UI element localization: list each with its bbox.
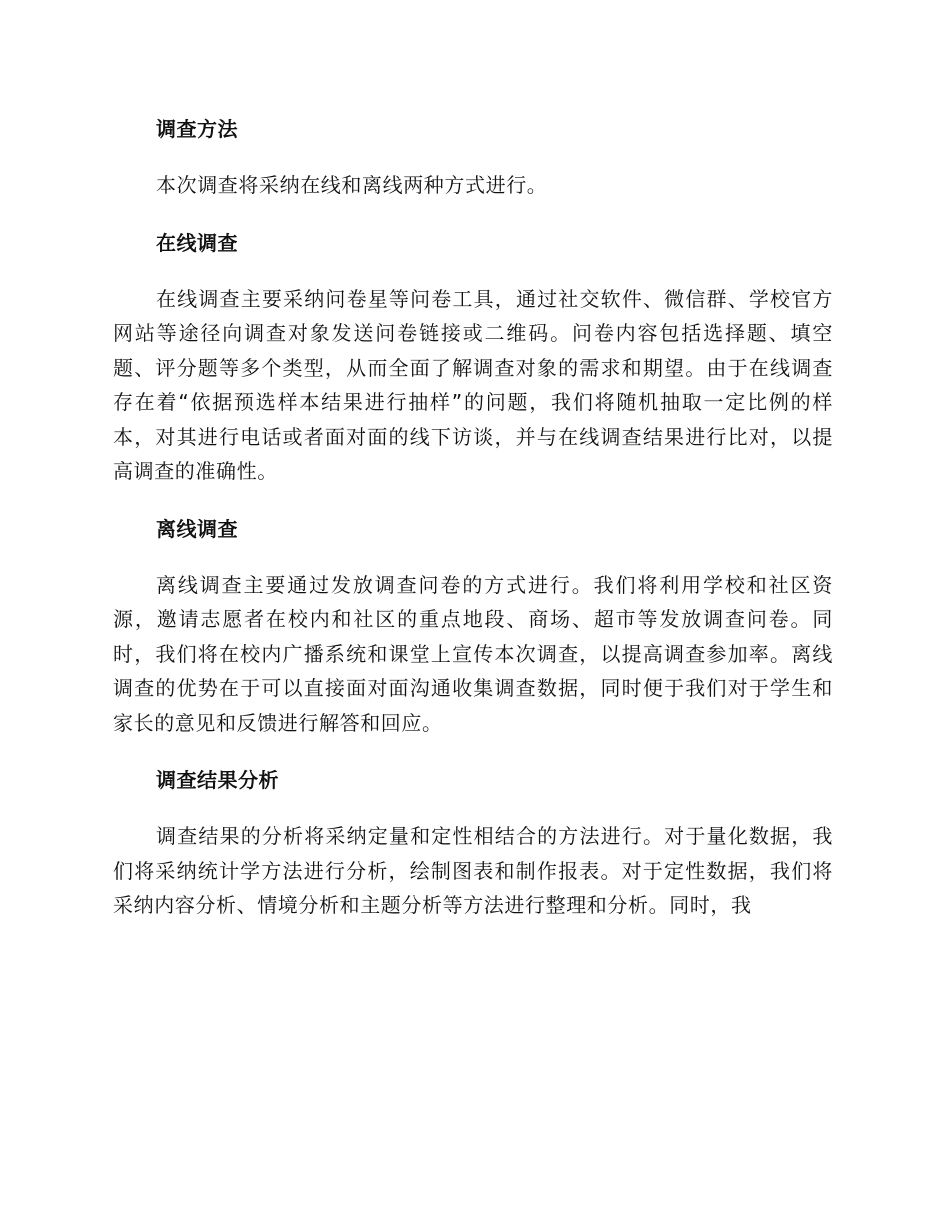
section-paragraph-method: 本次调查将采纳在线和离线两种方式进行。 bbox=[156, 173, 548, 197]
section-heading-offline: 离线调查 bbox=[156, 516, 238, 541]
document-body bbox=[113, 112, 833, 923]
section-paragraph-analysis: 调查结果的分析将采纳定量和定性相结合的方法进行。对于量化数据，我们将采纳统计学方法进行分析，绘制图表和制作报表。对于定性数据，我们将采纳内容分析、情境分析和主题分析等方法进行整理和分析。同时，我 bbox=[113, 824, 833, 917]
section-paragraph-offline: 离线调查主要通过发放调查问卷的方式进行。我们将利用学校和社区资源，邀请志愿者在校内和社区的重点地段、商场、超市等发放调查问卷。同时，我们将在校内广播系统和课堂上宣传本次调查，以提高调查参加率。离线调查的优势在于可以直接面对面沟通收集调查数据，同时便于我们对于学生和家长的意见和反馈进行解答和回应。 bbox=[113, 572, 833, 735]
section-paragraph-online: 在线调查主要采纳问卷星等问卷工具，通过社交软件、微信群、学校官方网站等途径向调查对象发送问卷链接或二维码。问卷内容包括选择题、填空题、评分题等多个类型，从而全面了解调查对象的需求和期望。由于在线调查存在着“依据预选样本结果进行抽样”的问题，我们将随机抽取一定比例的样本，对其进行电话或者面对面的线下访谈，并与在线调查结果进行比对，以提高调查的准确性。 bbox=[113, 286, 833, 483]
section-heading-online: 在线调查 bbox=[156, 230, 238, 255]
section-heading-method: 调查方法 bbox=[156, 117, 238, 141]
section-heading-analysis: 调查结果分析 bbox=[156, 768, 279, 792]
